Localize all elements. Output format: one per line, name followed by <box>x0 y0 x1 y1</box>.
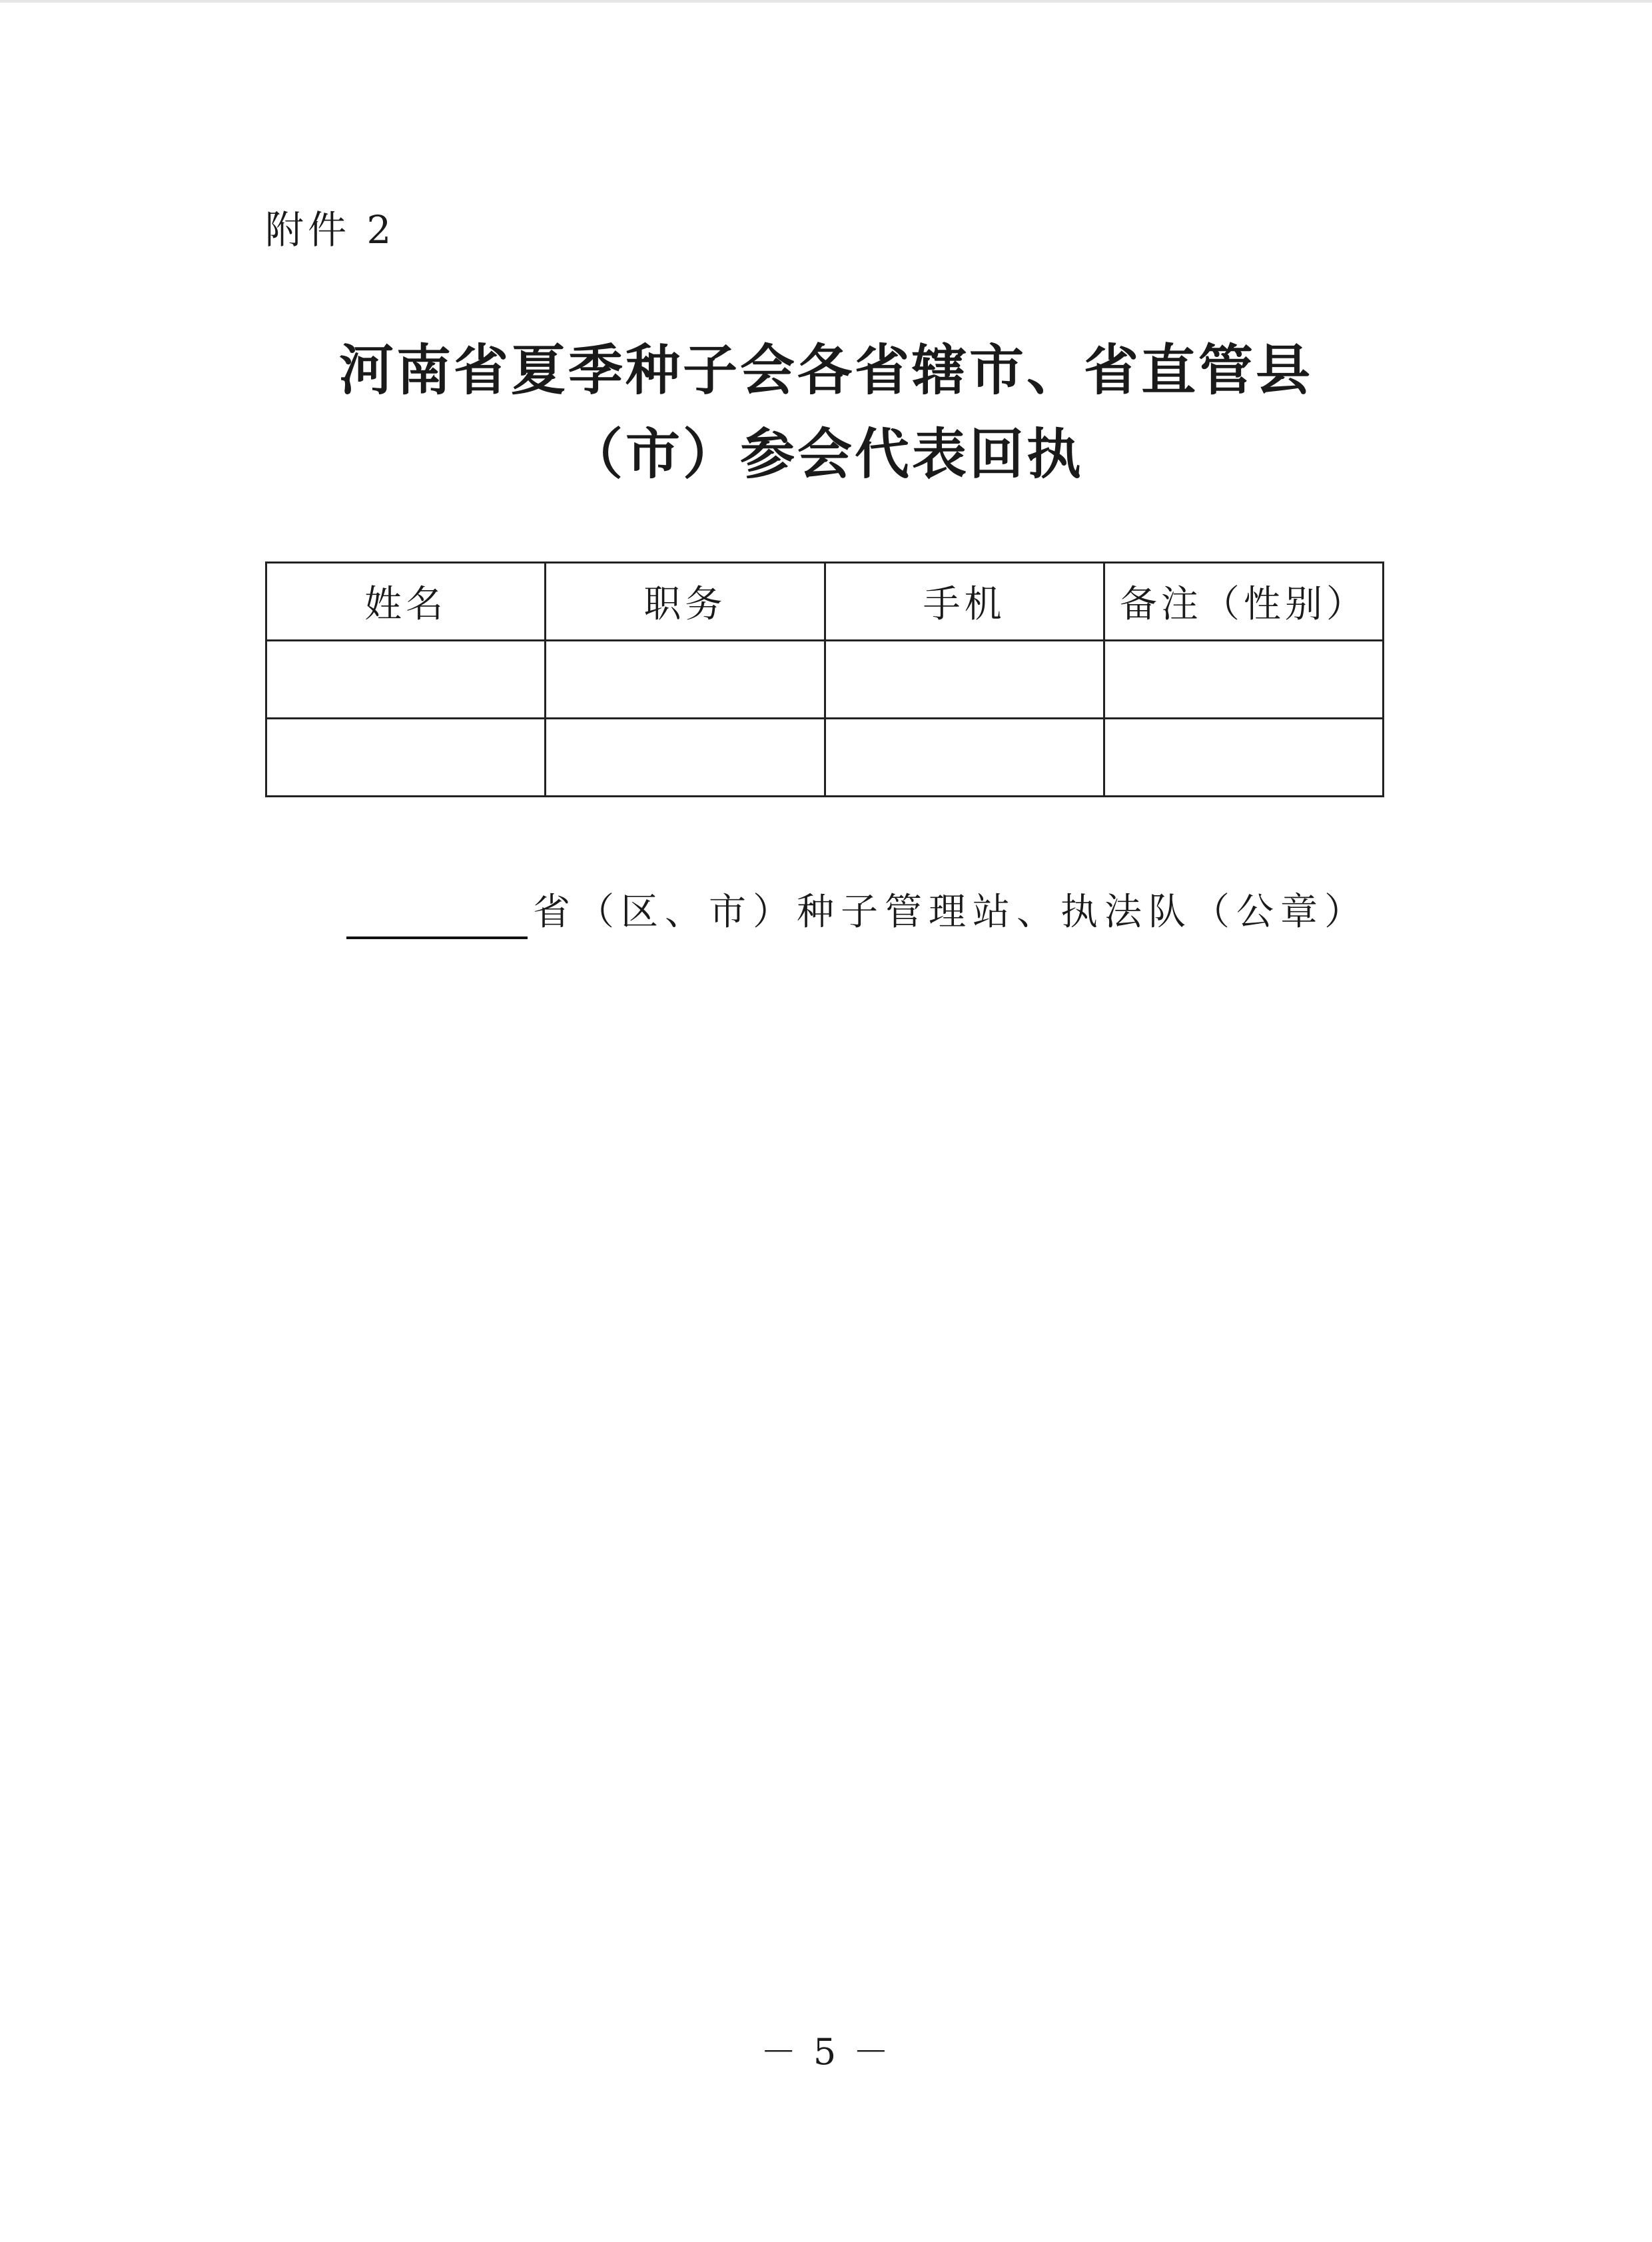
header-mobile: 手机 <box>825 563 1104 641</box>
table-cell-remarks[interactable] <box>1104 719 1383 797</box>
attachment-label: 附件 2 <box>265 207 396 252</box>
document-title-line-2: （市）参会代表回执 <box>568 423 1084 486</box>
table-cell-name[interactable] <box>266 719 546 797</box>
table-cell-mobile[interactable] <box>825 641 1104 719</box>
header-remarks-gender: 备注（性别） <box>1104 563 1383 641</box>
table-row <box>266 719 1384 797</box>
header-position: 职务 <box>546 563 825 641</box>
table-cell-mobile[interactable] <box>825 719 1104 797</box>
table-cell-position[interactable] <box>546 719 825 797</box>
header-name: 姓名 <box>266 563 546 641</box>
signature-text: 省（区、市）种子管理站、执法队（公章） <box>533 891 1368 934</box>
table-header-row <box>266 563 1384 641</box>
signature-line <box>346 886 1368 939</box>
page-number: － 5 － <box>760 2031 892 2073</box>
reply-form-table <box>265 561 1384 797</box>
table-cell-remarks[interactable] <box>1104 641 1383 719</box>
table-cell-position[interactable] <box>546 641 825 719</box>
table-cell-name[interactable] <box>266 641 546 719</box>
table-row <box>266 641 1384 719</box>
document-title-line-1: 河南省夏季种子会各省辖市、省直管县 <box>338 339 1313 402</box>
page-top-edge <box>0 0 1652 3</box>
province-blank-field[interactable] <box>346 897 528 939</box>
